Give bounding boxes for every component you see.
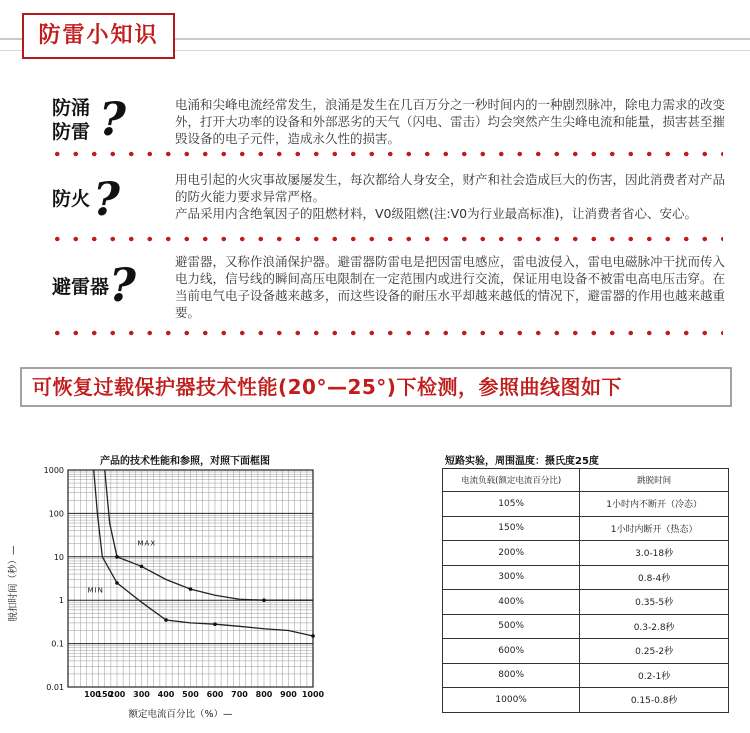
table-row (443, 565, 729, 590)
chart-title: 产品的技术性能和参照，对照下面框图 (100, 456, 270, 467)
series-line-min (94, 470, 313, 636)
y-axis-label: 脱扣时间（秒）— (8, 545, 19, 622)
y-tick-label: 1 (58, 596, 64, 606)
data-point (189, 587, 193, 591)
table-row (443, 541, 729, 566)
dotted-divider (48, 330, 723, 336)
x-tick-label: 400 (157, 690, 175, 699)
trip-time-cell: 0.2-1秒 (580, 663, 729, 688)
x-tick-label: 600 (206, 690, 224, 699)
data-point (311, 634, 315, 638)
question-mark-icon: ? (99, 92, 126, 146)
faq-title-line: 防火 (52, 188, 91, 210)
faq-title-line: 避雷器 (52, 276, 110, 298)
load-cell: 200% (443, 541, 580, 566)
faq-answer (175, 96, 725, 147)
trip-time-cell: 0.3-2.8秒 (580, 614, 729, 639)
series-label-min: MIN (87, 586, 104, 595)
load-cell: 150% (443, 516, 580, 541)
trip-time-cell: 3.0-18秒 (580, 541, 729, 566)
table-row (443, 688, 729, 713)
faq-answer (175, 253, 725, 321)
spec-table (442, 468, 729, 713)
faq-title (52, 275, 109, 299)
x-axis-label: 额定电流百分比（%）— (128, 709, 233, 720)
data-point (115, 555, 119, 559)
table-title: 短路实验，周围温度：摄氏度25度 (445, 456, 599, 467)
x-tick-label: 700 (231, 690, 248, 699)
trip-time-cell: 0.25-2秒 (580, 639, 729, 664)
x-tick-label: 900 (280, 690, 297, 699)
trip-time-cell: 0.35-5秒 (580, 590, 729, 615)
faq-paragraph: 电涌和尖峰电流经常发生，浪涌是发生在几百万分之一秒时间内的一种剧烈脉冲，除电力需求的改变外，打开大功率的设备和外部恶劣的天气（闪电、雷击）均会突然产生尖峰电流和能量，损害甚至摧毁设备的电子元件，造成永久性的损害。 (175, 97, 726, 146)
trip-time-cell: 1小时内断开（热态） (580, 516, 729, 541)
x-tick-label: 500 (182, 690, 199, 699)
series-label-max: MAX (137, 539, 157, 548)
table-row (443, 639, 729, 664)
y-tick-label: 1000 (43, 466, 64, 475)
x-tick-label: 200 (108, 690, 126, 699)
column-header: 跳脱时间 (580, 469, 729, 492)
data-point (164, 618, 168, 622)
faq-paragraph: 避雷器，又称作浪涌保护器。避雷器防雷电是把因雷电感应，雷电波侵入，雷电电磁脉冲干扰而传入电力线，信号线的瞬间高压电限制在一定范围内或进行交流，保证用电设备不被雷电高电压击穿。在当前电气电子设备越来越多，而这些设备的耐压水平却越来越低的情况下，避雷器的作用也越来越重要。 (175, 254, 726, 320)
dotted-divider (48, 151, 723, 157)
y-tick-label: 0.1 (51, 639, 64, 649)
data-point (140, 565, 144, 569)
faq-title (52, 96, 90, 144)
table-row (443, 614, 729, 639)
load-cell: 300% (443, 565, 580, 590)
faq-title-line: 防涌 (52, 97, 91, 119)
faq-paragraph: 产品采用内含绝氧因子的阻燃材料，V0级阻燃(注:V0为行业最高标准)，让消费者省心、安心。 (175, 206, 697, 221)
data-point (213, 622, 217, 626)
x-tick-label: 300 (133, 690, 150, 699)
y-tick-label: 10 (53, 552, 64, 562)
table-row (443, 663, 729, 688)
x-tick-label: 800 (255, 690, 273, 699)
trip-time-cell: 0.8-4秒 (580, 565, 729, 590)
faq-title-line: 防雷 (52, 121, 91, 143)
section-banner (20, 367, 732, 411)
load-cell: 1000% (443, 688, 580, 713)
table-header-row (443, 469, 729, 492)
trip-time-cell: 0.15-0.8秒 (580, 688, 729, 713)
y-tick-label: 100 (48, 509, 64, 519)
header-banner (0, 0, 750, 62)
trip-curve-chart (0, 460, 330, 733)
table-row (443, 590, 729, 615)
faq-title (52, 187, 90, 211)
question-mark-icon: ? (109, 258, 136, 312)
y-tick-label: 0.01 (46, 683, 64, 692)
data-point (262, 598, 266, 602)
load-cell: 400% (443, 590, 580, 615)
x-tick-label: 1000 (301, 690, 325, 699)
faq-paragraph: 用电引起的火灾事故屡屡发生，每次都给人身安全，财产和社会造成巨大的伤害，因此消费者对产品的防火能力要求异常严格。 (175, 172, 726, 204)
table-row (443, 492, 729, 517)
column-header: 电流负载(额定电流百分比) (443, 469, 580, 492)
load-cell: 500% (443, 614, 580, 639)
page-title: 防雷小知识 (22, 13, 175, 59)
question-mark-icon: ? (93, 172, 120, 226)
x-tick-label: 150 (96, 690, 114, 699)
dotted-divider (48, 236, 723, 242)
load-cell: 600% (443, 639, 580, 664)
section-title: 可恢复过载保护器技术性能(20°—25°)下检测，参照曲线图如下 (32, 375, 622, 399)
load-cell: 800% (443, 663, 580, 688)
x-tick-label: 100 (84, 690, 101, 699)
data-point (115, 581, 119, 585)
table-row (443, 516, 729, 541)
load-cell: 105% (443, 492, 580, 517)
trip-time-cell: 1小时内不断开（冷态） (580, 492, 729, 517)
faq-answer (175, 171, 725, 222)
